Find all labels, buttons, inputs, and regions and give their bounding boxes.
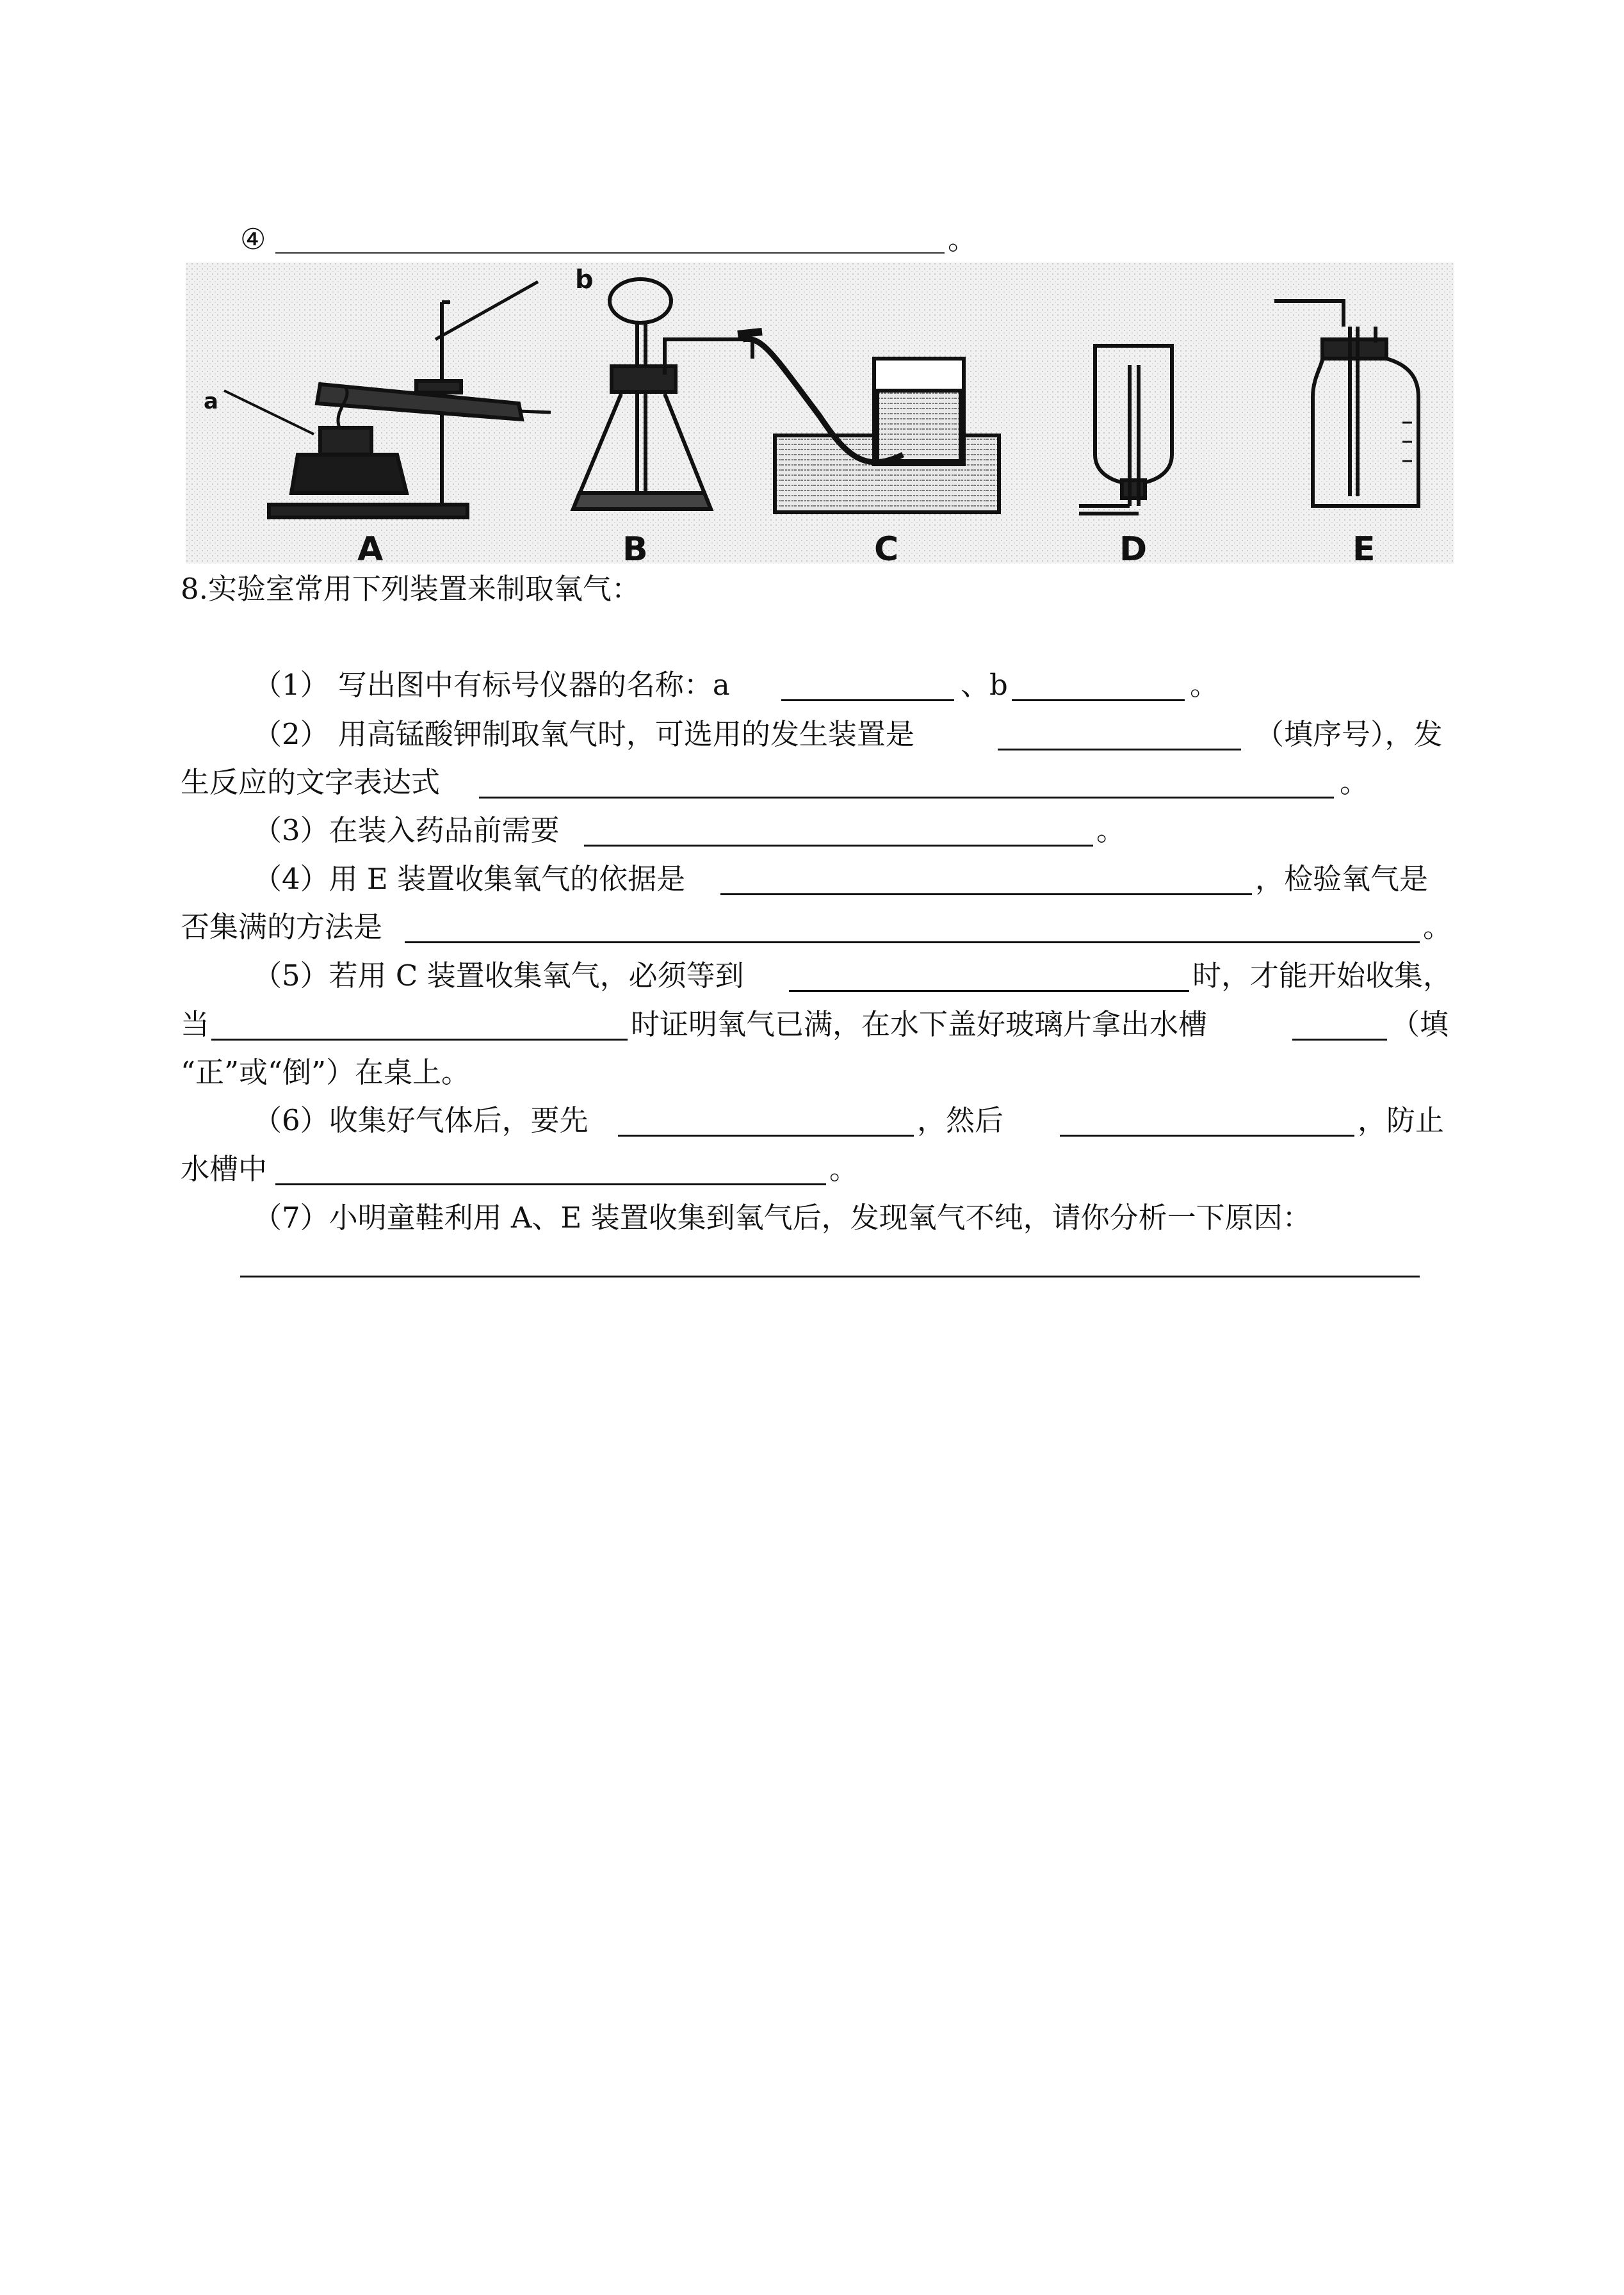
q1-sep: 、b xyxy=(961,668,1008,702)
q2-text-2: 生反应的文字表达式 xyxy=(181,765,441,799)
q6-text: （6）收集好气体后，要先 xyxy=(253,1103,589,1137)
q2-blank-device[interactable] xyxy=(998,749,1241,750)
q3-text: （3）在装入药品前需要 xyxy=(253,813,560,847)
label-a: a xyxy=(204,389,218,414)
q3-blank[interactable] xyxy=(584,845,1093,847)
q5-blank-wait[interactable] xyxy=(789,990,1189,992)
q6-blank-prevent[interactable] xyxy=(275,1183,826,1185)
question-title: 8.实验室常用下列装置来制取氧气： xyxy=(181,572,640,606)
q6-end: 。 xyxy=(829,1152,859,1186)
q5-text-b: 时，才能开始收集， xyxy=(1192,959,1452,993)
q5-blank-orientation[interactable] xyxy=(1292,1039,1387,1041)
q6-blank-first[interactable] xyxy=(618,1135,914,1137)
q2-end: 。 xyxy=(1340,765,1369,799)
q3-end: 。 xyxy=(1096,813,1126,847)
item-4-marker: ④ xyxy=(240,222,266,256)
label-apparatus-a: A xyxy=(357,530,384,564)
q4-blank-method[interactable] xyxy=(405,941,1420,943)
q5-text: （5）若用 C 装置收集氧气，必须等到 xyxy=(253,959,744,993)
item-4-end: 。 xyxy=(948,222,977,256)
apparatus-figure xyxy=(186,263,1454,564)
q5-blank-full[interactable] xyxy=(211,1039,628,1041)
q6-text-c: ，防止 xyxy=(1358,1103,1445,1137)
q1-blank-b[interactable] xyxy=(1012,699,1185,701)
q5-text-c: 当 xyxy=(181,1007,210,1041)
q4-text-c: 否集满的方法是 xyxy=(181,910,383,944)
label-apparatus-c: C xyxy=(874,530,899,564)
q4-end: 。 xyxy=(1423,910,1452,944)
q5-text-e: （填 xyxy=(1391,1007,1449,1041)
q2-blank-equation[interactable] xyxy=(479,797,1334,799)
label-apparatus-d: D xyxy=(1119,530,1148,564)
q1-text: （1） 写出图中有标号仪器的名称：a xyxy=(253,668,730,702)
q5-text-d: 时证明氧气已满，在水下盖好玻璃片拿出水槽 xyxy=(631,1007,1208,1041)
q2-hint: （填序号），发 xyxy=(1255,717,1443,751)
q1-end: 。 xyxy=(1190,668,1219,702)
q4-blank-basis[interactable] xyxy=(720,893,1252,895)
label-b: b xyxy=(575,265,594,295)
label-apparatus-e: E xyxy=(1352,530,1376,564)
q4-text: （4）用 E 装置收集氧气的依据是 xyxy=(253,862,686,896)
label-apparatus-b: B xyxy=(622,530,648,564)
q7-answer-blank[interactable] xyxy=(240,1276,1420,1277)
item-4-blank[interactable] xyxy=(275,252,945,254)
q6-text-b: ，然后 xyxy=(917,1103,1004,1137)
q5-text-f: “正”或“倒”）在桌上。 xyxy=(181,1055,471,1089)
q6-blank-then[interactable] xyxy=(1060,1135,1354,1137)
q1-blank-a[interactable] xyxy=(781,699,954,701)
q6-text-d: 水槽中 xyxy=(181,1152,268,1186)
q7-text: （7）小明童鞋利用 A、E 装置收集到氧气后，发现氧气不纯，请你分析一下原因： xyxy=(253,1201,1311,1235)
q2-text: （2） 用高锰酸钾制取氧气时，可选用的发生装置是 xyxy=(253,717,914,751)
q4-text-b: ，检验氧气是 xyxy=(1255,862,1429,896)
